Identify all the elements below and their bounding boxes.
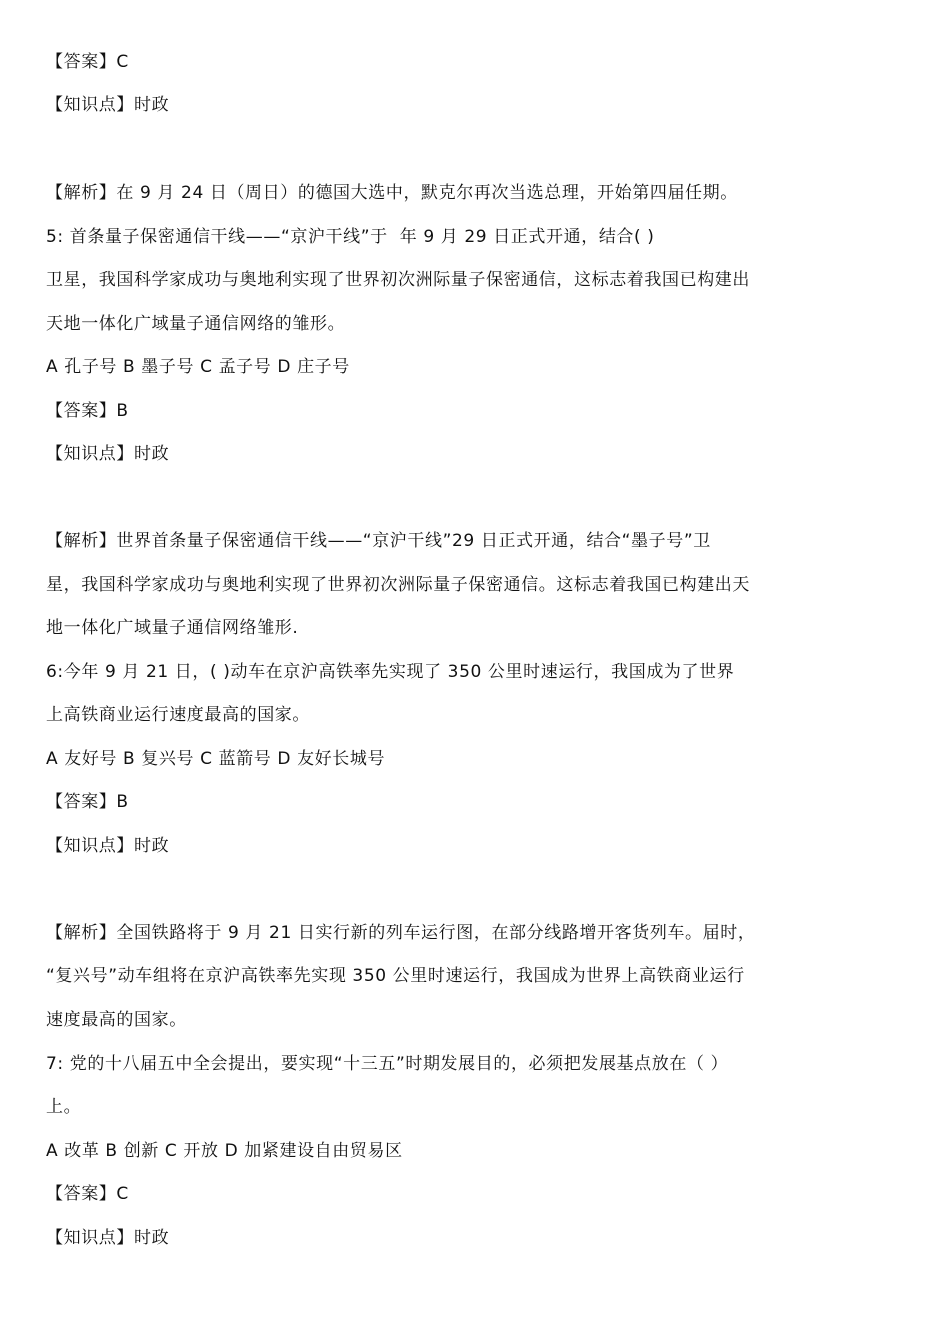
explanation-line: 地一体化广域量子通信网络雏形. [46, 618, 299, 638]
question-6-line-1: 6:今年 9 月 21 日，( )动车在京沪高铁率先实现了 350 公里时速运行，我国成为了世界 [46, 662, 735, 682]
question-6-line-2: 上高铁商业运行速度最高的国家。 [46, 705, 310, 725]
question-7-options: A 改革 B 创新 C 开放 D 加紧建设自由贸易区 [46, 1141, 403, 1161]
question-7-line-1: 7: 党的十八届五中全会提出，要实现“十三五”时期发展目的，必须把发展基点放在（ ） [46, 1054, 729, 1074]
answer-line: 【答案】C [46, 52, 129, 72]
answer-line: 【答案】B [46, 401, 129, 421]
explanation-line: 【解析】世界首条量子保密通信干线——“京沪干线”29 日正式开通，结合“墨子号”卫 [46, 531, 711, 551]
explanation-line: 星，我国科学家成功与奥地利实现了世界初次洲际量子保密通信。这标志着我国已构建出天 [46, 575, 750, 595]
question-5-line-1: 5: 首条量子保密通信干线——“京沪干线”于 年 9 月 29 日正式开通，结合( ) [46, 227, 655, 247]
knowledge-point-line: 【知识点】时政 [46, 1228, 170, 1248]
answer-line: 【答案】C [46, 1184, 129, 1204]
question-5-options: A 孔子号 B 墨子号 C 孟子号 D 庄子号 [46, 357, 350, 377]
question-6-options: A 友好号 B 复兴号 C 蓝箭号 D 友好长城号 [46, 749, 386, 769]
explanation-line: 【解析】全国铁路将于 9 月 21 日实行新的列车运行图，在部分线路增开客货列车。届时， [46, 923, 756, 943]
explanation-line: “复兴号”动车组将在京沪高铁率先实现 350 公里时速运行，我国成为世界上高铁商业运行 [46, 966, 745, 986]
knowledge-point-line: 【知识点】时政 [46, 95, 170, 115]
question-7-line-2: 上。 [46, 1097, 82, 1117]
question-5-line-2: 卫星，我国科学家成功与奥地利实现了世界初次洲际量子保密通信，这标志着我国已构建出 [46, 270, 750, 290]
question-5-line-3: 天地一体化广域量子通信网络的雏形。 [46, 314, 346, 334]
explanation-line: 速度最高的国家。 [46, 1010, 187, 1030]
knowledge-point-line: 【知识点】时政 [46, 836, 170, 856]
answer-line: 【答案】B [46, 792, 129, 812]
explanation-line: 【解析】在 9 月 24 日（周日）的德国大选中，默克尔再次当选总理，开始第四届任期。 [46, 183, 738, 203]
knowledge-point-line: 【知识点】时政 [46, 444, 170, 464]
